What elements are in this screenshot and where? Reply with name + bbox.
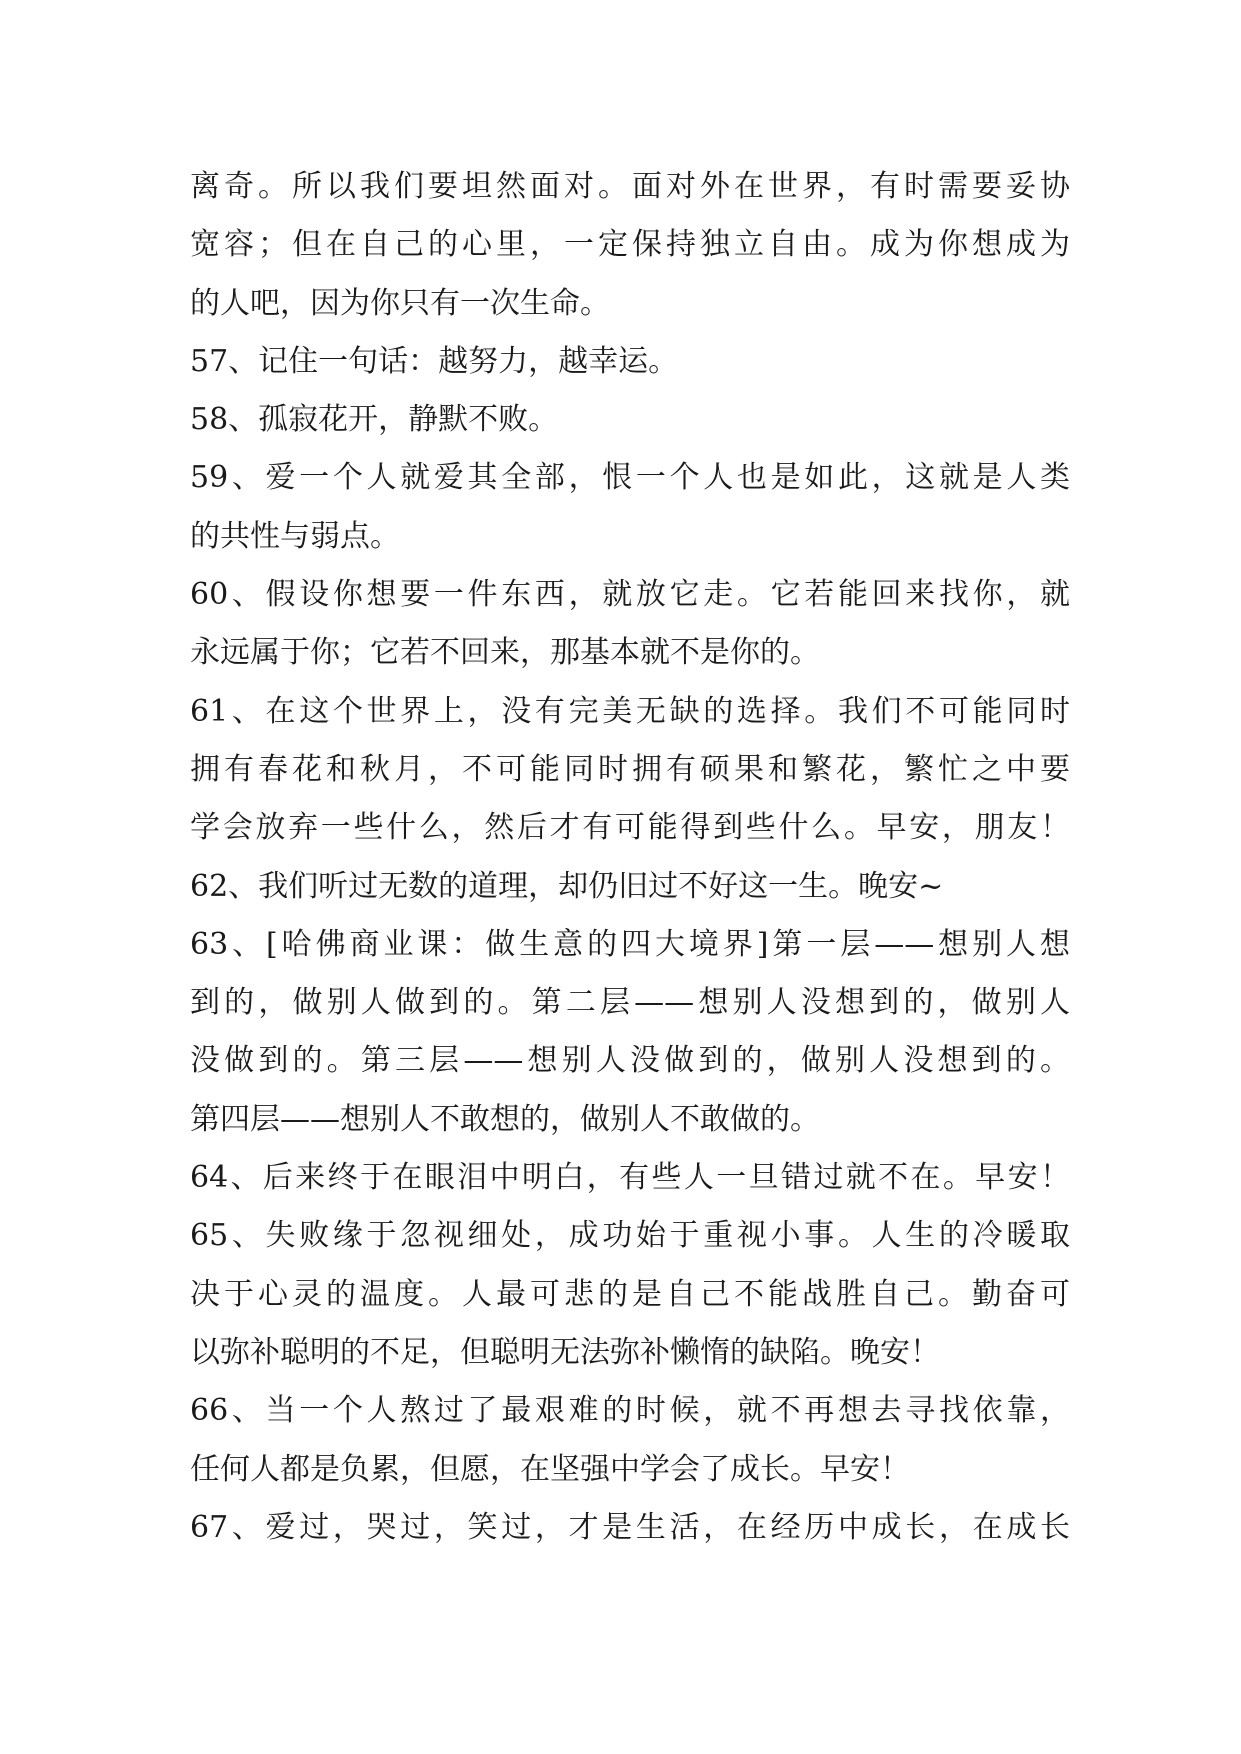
text-line: 的人吧，因为你只有一次生命。 xyxy=(190,285,610,321)
text-line: 67、爱过，哭过，笑过，才是生活，在经历中成长，在成长 xyxy=(190,1509,1070,1545)
text-line: 没做到的。第三层——想别人没做到的，做别人没想到的。 xyxy=(190,1043,1070,1079)
text-line: 以弥补聪明的不足，但聪明无法弥补懒惰的缺陷。晚安！ xyxy=(190,1334,940,1370)
text-line: 永远属于你；它若不回来，那基本就不是你的。 xyxy=(190,635,820,671)
document-body xyxy=(190,158,1070,1557)
text-line: 决于心灵的温度。人最可悲的是自己不能战胜自己。勤奋可 xyxy=(190,1276,1070,1312)
text-line: 离奇。所以我们要坦然面对。面对外在世界，有时需要妥协 xyxy=(190,169,1070,204)
text-line: 66、当一个人熬过了最艰难的时候，就不再想去寻找依靠， xyxy=(190,1393,1070,1429)
text-line: 任何人都是负累，但愿，在坚强中学会了成长。早安！ xyxy=(190,1451,910,1487)
text-line: 63、[哈佛商业课：做生意的四大境界]第一层——想别人想 xyxy=(190,926,1070,962)
text-line: 59、爱一个人就爱其全部，恨一个人也是如此，这就是人类 xyxy=(190,460,1070,496)
text-line: 62、我们听过无数的道理，却仍旧过不好这一生。晚安~ xyxy=(190,868,944,904)
text-line: 65、失败缘于忽视细处，成功始于重视小事。人生的冷暖取 xyxy=(190,1218,1070,1254)
text-line: 宽容；但在自己的心里，一定保持独立自由。成为你想成为 xyxy=(190,227,1070,263)
text-line: 60、假设你想要一件东西，就放它走。它若能回来找你，就 xyxy=(190,577,1070,613)
text-line: 学会放弃一些什么，然后才有可能得到些什么。早安，朋友！ xyxy=(190,810,1070,846)
text-line: 57、记住一句话：越努力，越幸运。 xyxy=(190,343,679,379)
text-line: 64、后来终于在眼泪中明白，有些人一旦错过就不在。早安！ xyxy=(190,1160,1070,1196)
text-line: 第四层——想别人不敢想的，做别人不敢做的。 xyxy=(190,1101,820,1137)
text-line: 的共性与弱点。 xyxy=(190,518,400,554)
text-line: 61、在这个世界上，没有完美无缺的选择。我们不可能同时 xyxy=(190,693,1070,729)
text-line: 拥有春花和秋月，不可能同时拥有硕果和繁花，繁忙之中要 xyxy=(190,751,1070,787)
text-line: 到的，做别人做到的。第二层——想别人没想到的，做别人 xyxy=(190,985,1070,1021)
text-line: 58、孤寂花开，静默不败。 xyxy=(190,402,559,438)
